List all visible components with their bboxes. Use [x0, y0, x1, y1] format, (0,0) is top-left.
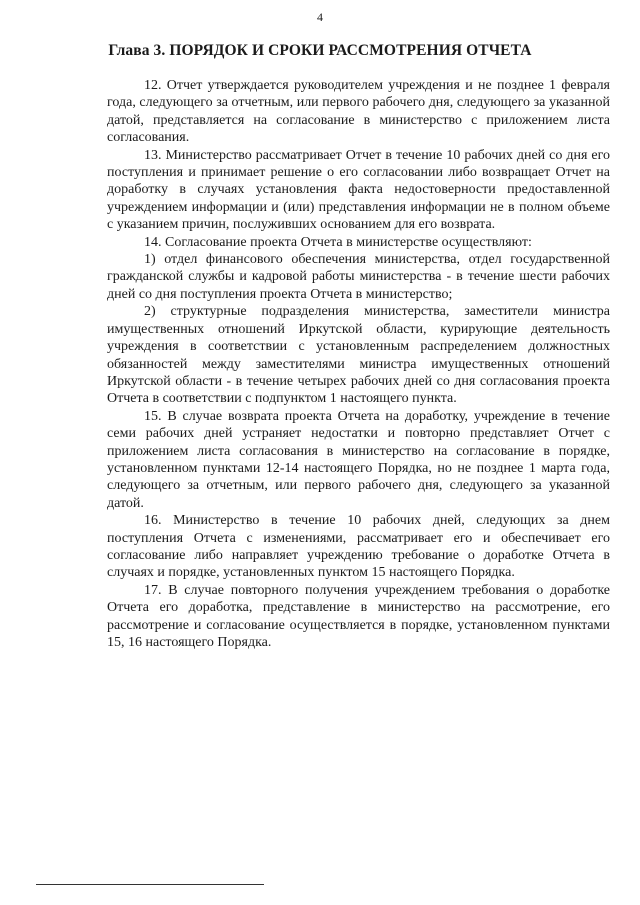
- document-body: [107, 77, 610, 651]
- chapter-title: Глава 3. ПОРЯДОК И СРОКИ РАССМОТРЕНИЯ ОТЧЕТА: [108, 42, 532, 59]
- paragraph-15: 15. В случае возврата проекта Отчета на доработку, учреждение в течение семи рабочих дней устраняет недостатки и повторно представляет Отчет с приложением листа согласования в министерство на согласование в порядке, установленном пунктами 12-14 настоящего Порядка, но не позднее 1 марта года, следующего за отчетным, или первого рабочего дня, следующего за указанной датой.: [107, 408, 610, 511]
- page-number: 4: [317, 10, 323, 24]
- paragraph-17: 17. В случае повторного получения учреждением требования о доработке Отчета его доработка, представление в министерство на рассмотрение, его рассмотрение и согласование осуществляется в порядке, установленном пунктами 15, 16 настоящего Порядка.: [107, 582, 610, 650]
- paragraph-16: 16. Министерство в течение 10 рабочих дней, следующих за днем поступления Отчета с изменениями, рассматривает его и обеспечивает его согласование либо направляет учреждению требование о доработке Отчета в случаях и порядке, установленных пунктом 15 настоящего Порядка.: [107, 513, 610, 581]
- paragraph-14: 14. Согласование проекта Отчета в министерстве осуществляют:: [144, 234, 532, 250]
- footnote-divider: [36, 884, 264, 885]
- paragraph-14-item-2: 2) структурные подразделения министерства, заместители министра имущественных отношений Иркутской области, курирующие деятельность учреждения в соответствии с установленным распределением должностных обязанностей между заместителями министра имущественных отношений Иркутской области - в течение четырех рабочих дней со дня согласования проекта Отчета в соответствии с подпунктом 1 настоящего пункта.: [107, 304, 610, 407]
- paragraph-14-item-1: 1) отдел финансового обеспечения министерства, отдел государственной гражданской службы и кадровой работы министерства - в течение шести рабочих дней со дня поступления проекта Отчета в министерство;: [107, 252, 610, 302]
- paragraph-12: 12. Отчет утверждается руководителем учреждения и не позднее 1 февраля года, следующего за отчетным, или первого рабочего дня, следующего за указанной датой, представляется на согласование в министерство с приложением листа согласования.: [107, 78, 610, 146]
- paragraph-13: 13. Министерство рассматривает Отчет в течение 10 рабочих дней со дня его поступления и принимает решение о его согласовании либо возвращает Отчет на доработку в случаях установления факта недостоверности предоставленной учреждением информации и (или) представления информации не в полном объеме с указанием причин, послуживших основанием для его возврата.: [107, 147, 610, 233]
